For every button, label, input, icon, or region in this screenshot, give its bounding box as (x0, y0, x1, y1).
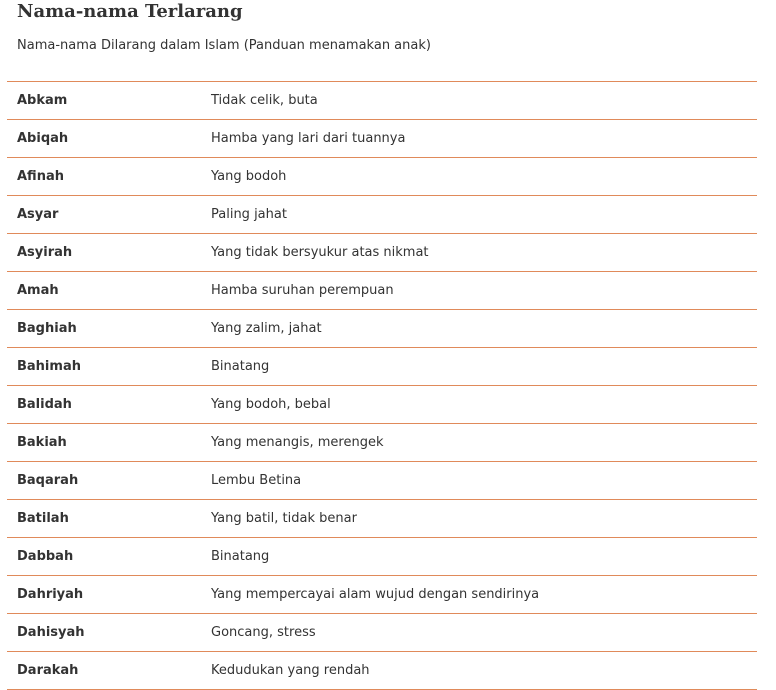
name-cell: Bahimah (7, 348, 211, 386)
meaning-cell: Hamba yang lari dari tuannya (211, 120, 757, 158)
name-cell: Asyirah (7, 234, 211, 272)
meaning-cell: Paling jahat (211, 196, 757, 234)
table-row (7, 652, 757, 690)
meaning-cell: Lembu Betina (211, 462, 757, 500)
meaning-cell: Yang zalim, jahat (211, 310, 757, 348)
name-cell: Abkam (7, 82, 211, 120)
name-cell: Baqarah (7, 462, 211, 500)
meaning-cell: Binatang (211, 348, 757, 386)
table-row (7, 234, 757, 272)
name-cell: Dahisyah (7, 614, 211, 652)
meaning-cell: Binatang (211, 538, 757, 576)
table-row (7, 462, 757, 500)
table-body (7, 82, 757, 690)
meaning-cell: Hamba suruhan perempuan (211, 272, 757, 310)
meaning-cell: Yang bodoh, bebal (211, 386, 757, 424)
name-cell: Afinah (7, 158, 211, 196)
table-row (7, 196, 757, 234)
name-cell: Darakah (7, 652, 211, 690)
name-cell: Abiqah (7, 120, 211, 158)
table-row (7, 538, 757, 576)
meaning-cell: Yang menangis, merengek (211, 424, 757, 462)
name-cell: Bakiah (7, 424, 211, 462)
table-row (7, 576, 757, 614)
name-cell: Asyar (7, 196, 211, 234)
table-row (7, 614, 757, 652)
table-row (7, 500, 757, 538)
name-cell: Amah (7, 272, 211, 310)
meaning-cell: Yang tidak bersyukur atas nikmat (211, 234, 757, 272)
table-row (7, 386, 757, 424)
table-row (7, 120, 757, 158)
table-row (7, 272, 757, 310)
meaning-cell: Kedudukan yang rendah (211, 652, 757, 690)
meaning-cell: Goncang, stress (211, 614, 757, 652)
name-cell: Batilah (7, 500, 211, 538)
meaning-cell: Yang bodoh (211, 158, 757, 196)
page-title: Nama-nama Terlarang (17, 1, 243, 22)
meaning-cell: Yang batil, tidak benar (211, 500, 757, 538)
table-row (7, 82, 757, 120)
table-row (7, 158, 757, 196)
name-cell: Balidah (7, 386, 211, 424)
name-cell: Dabbah (7, 538, 211, 576)
table-row (7, 424, 757, 462)
forbidden-names-table (7, 81, 757, 690)
table-row (7, 310, 757, 348)
name-cell: Baghiah (7, 310, 211, 348)
meaning-cell: Tidak celik, buta (211, 82, 757, 120)
name-cell: Dahriyah (7, 576, 211, 614)
page-subtitle: Nama-nama Dilarang dalam Islam (Panduan menamakan anak) (17, 38, 431, 53)
table-row (7, 348, 757, 386)
meaning-cell: Yang mempercayai alam wujud dengan sendirinya (211, 576, 757, 614)
